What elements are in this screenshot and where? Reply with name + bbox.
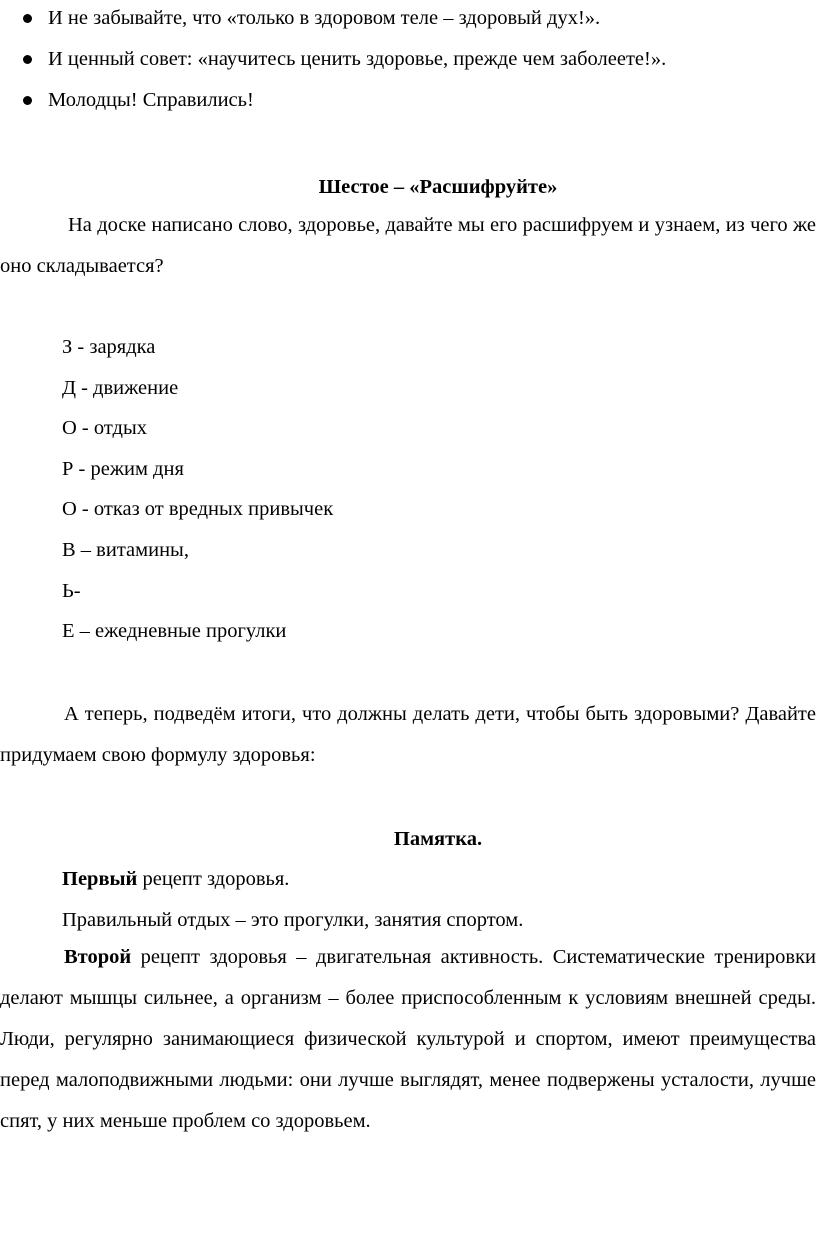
decode-item: З - зарядка (62, 336, 156, 358)
bullet-list (0, 3, 816, 126)
decode-item: Д - движение (62, 376, 179, 399)
section-heading: Шестое – «Расшифруйте» (318, 176, 558, 198)
decode-item: В – витамины, (62, 538, 189, 561)
intro-paragraph: На доске написано слово, здоровье, давайте мы его расшифруем и узнаем, из чего же оно складывается? (0, 214, 816, 277)
first-recipe-label: Первый (62, 868, 138, 890)
first-recipe-detail: Правильный отдых – это прогулки, занятия спортом. (62, 909, 524, 931)
decode-list (62, 330, 333, 655)
second-recipe-text: рецепт здоровья – двигательная активность. Систематические тренировки делают мышцы сильнее, а организм – более приспособленным к условиям внешней среды. Люди, регулярно занимающиеся физической культурой и спортом, имеют преимущества перед малоподвижными людьми: они лучше выглядят, менее подвержены усталости, лучше спят, у них меньше проблем со здоровьем. (0, 946, 816, 1132)
bullet-item (0, 44, 816, 85)
bullet-item (0, 85, 816, 126)
bullet-dot-icon (23, 14, 32, 23)
bullet-item (0, 3, 816, 44)
decode-item: О - отдых (62, 417, 148, 440)
bullet-text: И ценный совет: «научитесь ценить здоровье, прежде чем заболеете!». (48, 48, 667, 70)
second-recipe-label: Второй (64, 946, 132, 968)
summary-paragraph: А теперь, подведём итоги, что должны делать дети, чтобы быть здоровыми? Давайте придумаем свою формулу здоровья: (0, 703, 816, 766)
first-recipe-text: рецепт здоровья. (137, 868, 290, 890)
bullet-text: Молодцы! Справились! (48, 89, 254, 111)
first-recipe (62, 864, 289, 894)
bullet-dot-icon (23, 55, 32, 64)
second-recipe (0, 937, 816, 1142)
bullet-dot-icon (23, 96, 32, 105)
memo-heading: Памятка. (393, 828, 483, 850)
bullet-text: И не забывайте, что «только в здоровом теле – здоровый дух!». (48, 7, 601, 29)
decode-item: Е – ежедневные прогулки (62, 620, 287, 643)
decode-item: Р - режим дня (62, 457, 184, 480)
decode-item: О - отказ от вредных привычек (62, 498, 334, 521)
decode-item: Ь- (62, 579, 81, 602)
